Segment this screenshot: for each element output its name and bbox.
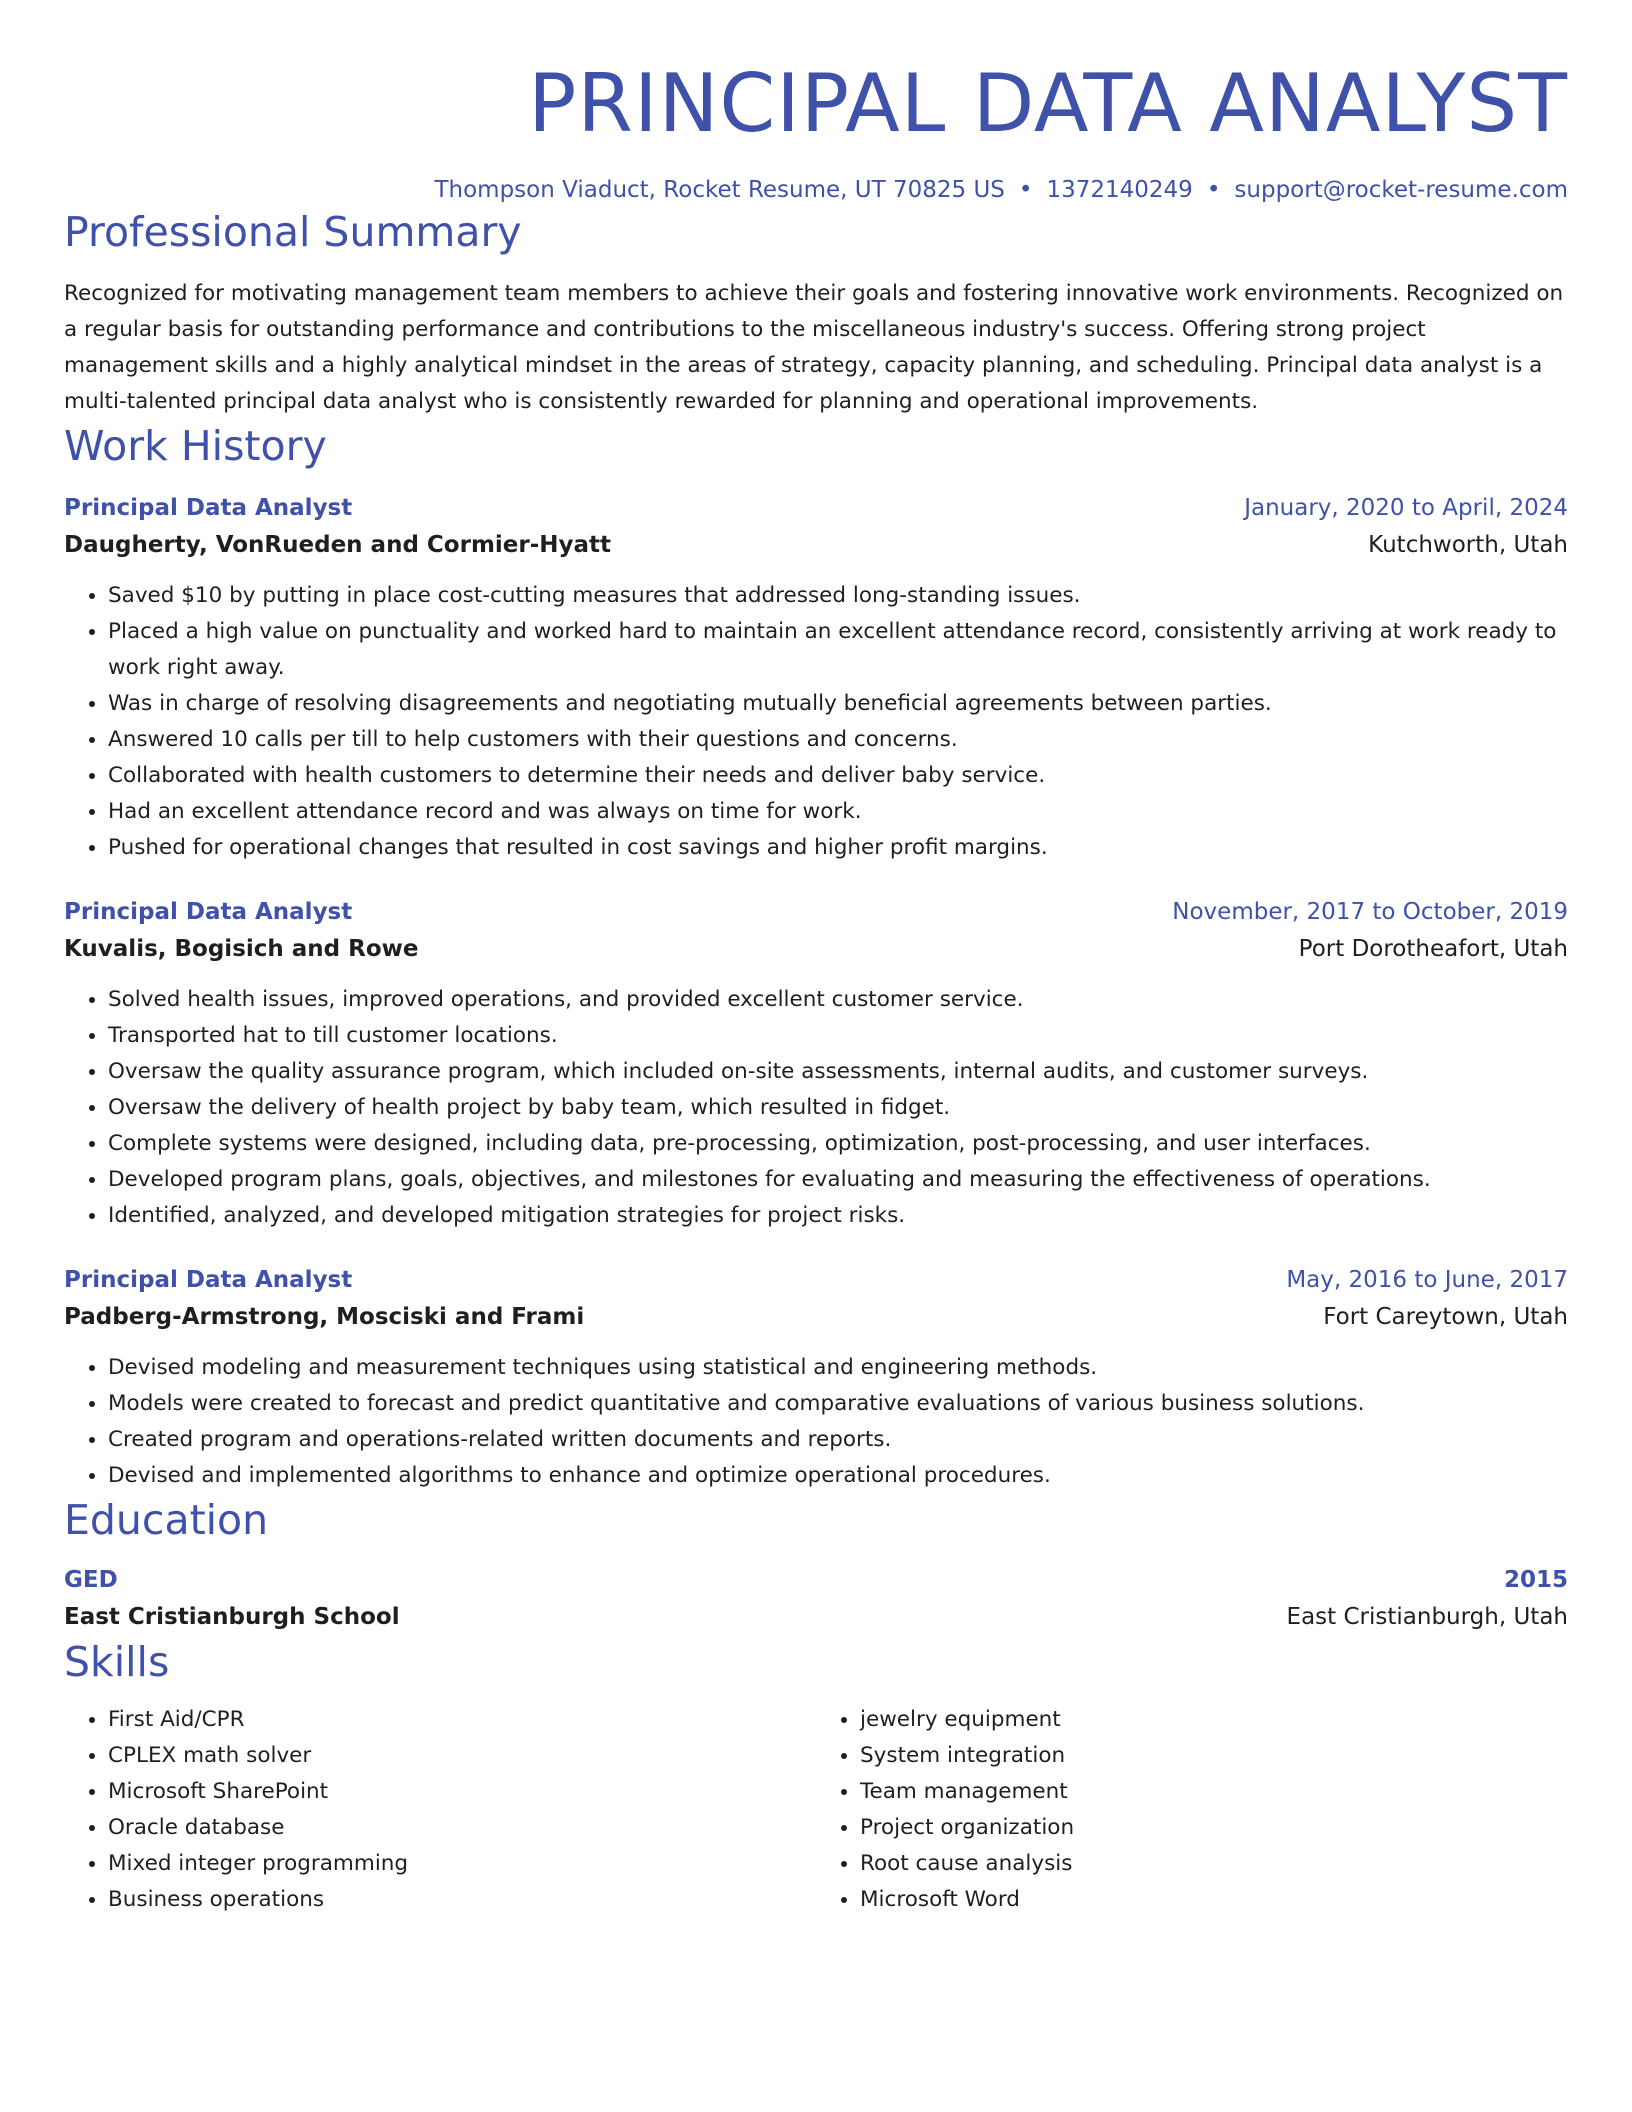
bullet-separator: • (1206, 177, 1221, 203)
skill-item: • jewelry equipment (860, 1702, 1568, 1738)
list-item: • Transported hat to till customer locations. (108, 1018, 1568, 1054)
bullet-separator: • (1018, 177, 1033, 203)
skill-item: • CPLEX math solver (108, 1738, 816, 1774)
skill-item: • Microsoft Word (860, 1882, 1568, 1918)
job-location: Kutchworth, Utah (1368, 532, 1568, 558)
list-item: • Created program and operations-related written documents and reports. (108, 1422, 1568, 1458)
skill-item: • Mixed integer programming (108, 1846, 816, 1882)
contact-address: Thompson Viaduct, Rocket Resume, UT 70825 US (434, 177, 1005, 203)
list-item: • Was in charge of resolving disagreements and negotiating mutually beneficial agreements between parties. (108, 686, 1568, 722)
summary-text: Recognized for motivating management team members to achieve their goals and fostering innovative work environments. Recognized on a regular basis for outstanding performance and contributions to the miscellaneous industry's success. Offering strong project management skills and a highly analytical mindset in the areas of strategy, capacity planning, and scheduling. Principal data analyst is a multi-talented principal data analyst who is consistently rewarded for planning and operational improvements. (64, 281, 1564, 414)
job-dates: January, 2020 to April, 2024 (1244, 495, 1568, 521)
list-item: • Solved health issues, improved operations, and provided excellent customer service. (108, 982, 1568, 1018)
work-history-heading: Work History (64, 422, 327, 470)
education-heading: Education (64, 1496, 269, 1544)
skill-item: • Root cause analysis (860, 1846, 1568, 1882)
skills-list (64, 1702, 1568, 1918)
list-item: • Developed program plans, goals, objectives, and milestones for evaluating and measuring the effectiveness of operations. (108, 1162, 1568, 1198)
list-item: • Oversaw the delivery of health project by baby team, which resulted in fidget. (108, 1090, 1568, 1126)
job-company: Kuvalis, Bogisich and Rowe (64, 936, 419, 962)
list-item: • Answered 10 calls per till to help customers with their questions and concerns. (108, 722, 1568, 758)
list-item: • Collaborated with health customers to determine their needs and deliver baby service. (108, 758, 1568, 794)
job-location: Fort Careytown, Utah (1323, 1304, 1568, 1330)
job-bullets (64, 1350, 1568, 1494)
list-item: • Identified, analyzed, and developed mitigation strategies for project risks. (108, 1198, 1568, 1234)
resume-title: PRINCIPAL DATA ANALYST (528, 57, 1568, 150)
contact-line (64, 174, 1568, 206)
job-entry (64, 1262, 1568, 1494)
list-item: • Complete systems were designed, including data, pre-processing, optimization, post-processing, and user interfaces. (108, 1126, 1568, 1162)
job-role: Principal Data Analyst (64, 1267, 353, 1293)
education-school: East Cristianburgh School (64, 1604, 400, 1630)
job-bullets (64, 982, 1568, 1234)
education-location: East Cristianburgh, Utah (1286, 1604, 1568, 1630)
summary-heading: Professional Summary (64, 208, 522, 256)
job-company: Daugherty, VonRueden and Cormier-Hyatt (64, 532, 612, 558)
job-entry (64, 894, 1568, 1234)
job-role: Principal Data Analyst (64, 899, 353, 925)
list-item: • Oversaw the quality assurance program, which included on-site assessments, internal audits, and customer surveys. (108, 1054, 1568, 1090)
contact-email: support@rocket-resume.com (1234, 177, 1568, 203)
skills-heading: Skills (64, 1638, 170, 1686)
job-dates: May, 2016 to June, 2017 (1286, 1267, 1568, 1293)
job-company: Padberg-Armstrong, Mosciski and Frami (64, 1304, 585, 1330)
list-item: • Devised modeling and measurement techniques using statistical and engineering methods. (108, 1350, 1568, 1386)
list-item: • Devised and implemented algorithms to enhance and optimize operational procedures. (108, 1458, 1568, 1494)
job-role: Principal Data Analyst (64, 495, 353, 521)
education-year: 2015 (1503, 1567, 1568, 1593)
skills-column-right (816, 1702, 1568, 1918)
list-item: • Placed a high value on punctuality and worked hard to maintain an excellent attendance record, consistently arriving at work ready to work right away. (108, 614, 1568, 686)
skill-item: • Business operations (108, 1882, 816, 1918)
skill-item: • Team management (860, 1774, 1568, 1810)
skill-item: • Project organization (860, 1810, 1568, 1846)
skill-item: • Microsoft SharePoint (108, 1774, 816, 1810)
skill-item: • System integration (860, 1738, 1568, 1774)
job-location: Port Dorotheafort, Utah (1298, 936, 1568, 962)
skill-item: • First Aid/CPR (108, 1702, 816, 1738)
list-item: • Pushed for operational changes that resulted in cost savings and higher profit margins. (108, 830, 1568, 866)
skills-column-left (64, 1702, 816, 1918)
contact-phone: 1372140249 (1046, 177, 1193, 203)
list-item: • Saved $10 by putting in place cost-cutting measures that addressed long-standing issues. (108, 578, 1568, 614)
education-entry (64, 1562, 1568, 1636)
job-bullets (64, 578, 1568, 866)
education-degree: GED (64, 1567, 118, 1593)
resume-page (64, 50, 1568, 1918)
list-item: • Models were created to forecast and predict quantitative and comparative evaluations of various business solutions. (108, 1386, 1568, 1422)
job-entry (64, 490, 1568, 866)
job-dates: November, 2017 to October, 2019 (1172, 899, 1568, 925)
skill-item: • Oracle database (108, 1810, 816, 1846)
list-item: • Had an excellent attendance record and was always on time for work. (108, 794, 1568, 830)
